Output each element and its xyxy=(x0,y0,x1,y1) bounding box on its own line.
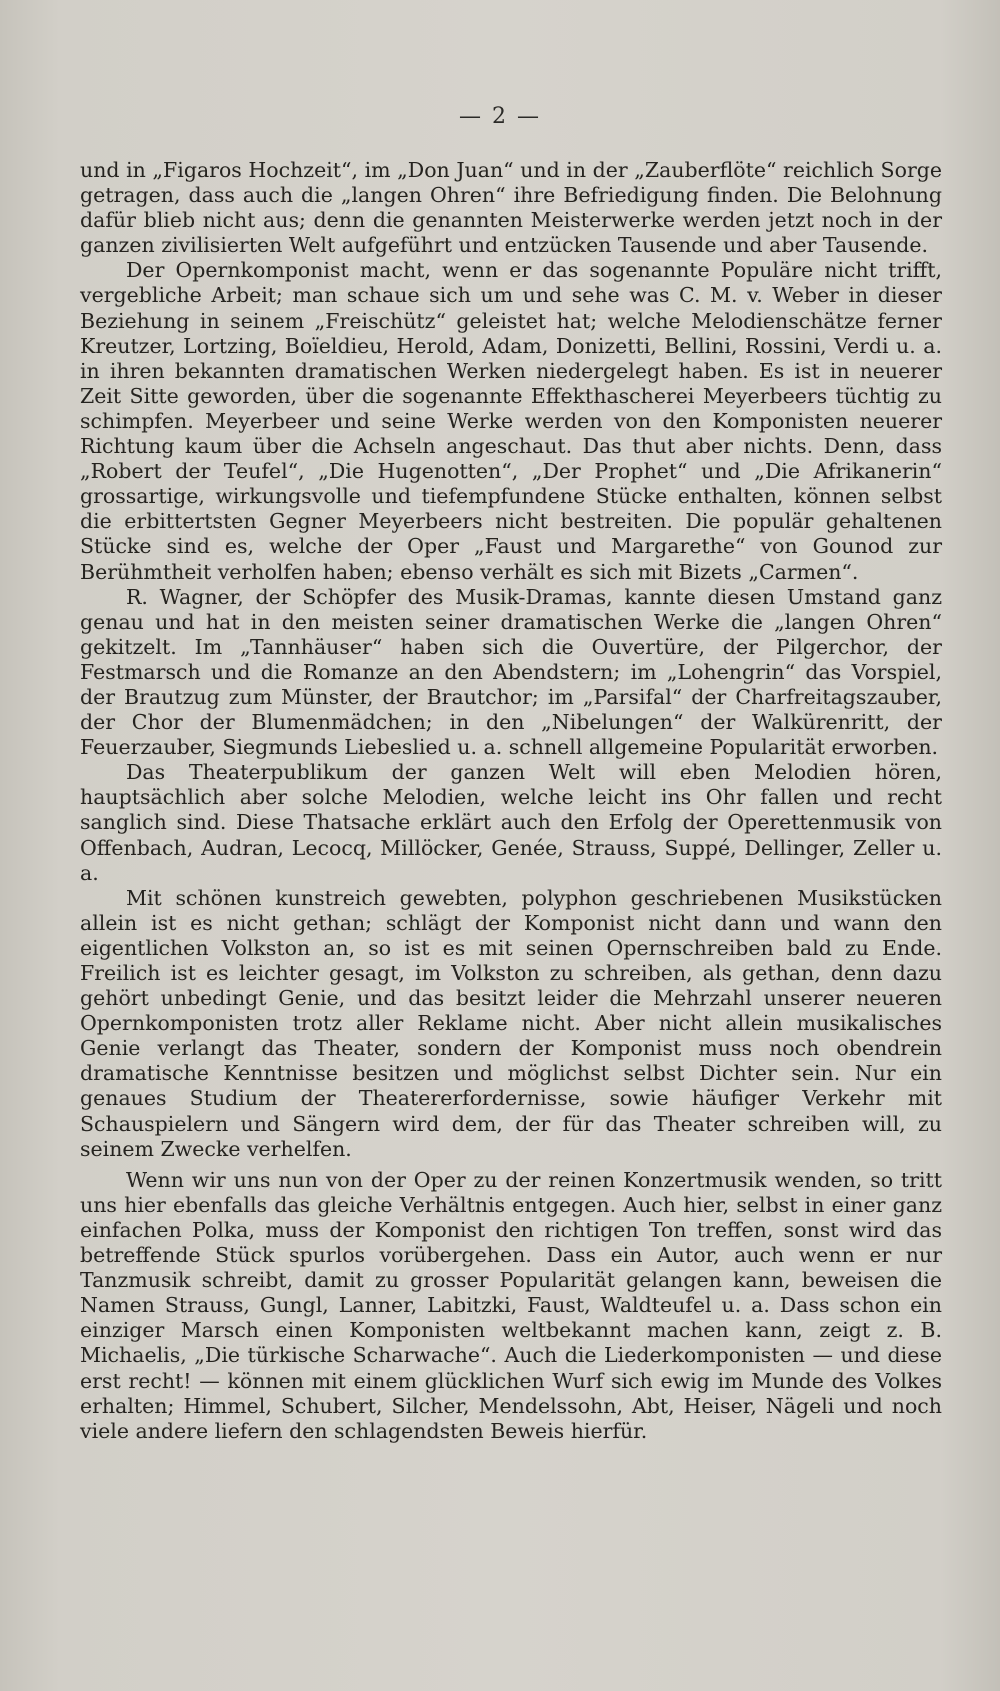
paragraph-6: Wenn wir uns nun von der Oper zu der reinen Konzertmusik wenden, so tritt uns hier ebenfalls das gleiche Verhältnis entgegen. Auch hier, selbst in einer ganz einfachen Polka, muss der Komponist den richtigen Ton treffen, sonst wird das betreffende Stück spurlos vorübergehen. Dass ein Autor, auch wenn er nur Tanzmusik schreibt, damit zu grosser Popularität gelangen kann, beweisen die Namen Strauss, Gungl, Lanner, Labitzki, Faust, Waldteufel u. a. Dass schon ein einziger Marsch einen Komponisten weltbekannt machen kann, zeigt z. B. Michaelis, „Die türkische Scharwache“. Auch die Liederkomponisten — und diese erst recht! — können mit einem glücklichen Wurf sich ewig im Munde des Volkes erhalten; Himmel, Schubert, Silcher, Mendelssohn, Abt, Heiser, Nägeli und noch viele andere liefern den schlagendsten Beweis hierfür. xyxy=(80,1167,942,1443)
paragraph-3: R. Wagner, der Schöpfer des Musik-Dramas, kannte diesen Umstand ganz genau und hat in den meisten seiner dramatischen Werke die „langen Ohren“ gekitzelt. Im „Tannhäuser“ haben sich die Ouvertüre, der Pilgerchor, der Festmarsch und die Romanze an den Abendstern; im „Lohengrin“ das Vorspiel, der Brautzug zum Münster, der Brautchor; im „Parsifal“ der Charfreitagszauber, der Chor der Blumenmädchen; in den „Nibelungen“ der Walkürenritt, der Feuerzauber, Siegmunds Liebeslied u. a. schnell allgemeine Popularität erworben. xyxy=(80,584,942,760)
paragraph-4: Das Theaterpublikum der ganzen Welt will eben Melodien hören, hauptsächlich aber solche Melodien, welche leicht ins Ohr fallen und recht sanglich sind. Diese Thatsache erklärt auch den Erfolg der Operettenmusik von Offenbach, Audran, Lecocq, Millöcker, Genée, Strauss, Suppé, Dellinger, Zeller u. a. xyxy=(80,760,942,885)
paragraph-2: Der Opernkomponist macht, wenn er das sogenannte Populäre nicht trifft, vergebliche Arbeit; man schaue sich um und sehe was C. M. v. Weber in dieser Beziehung in seinem „Freischütz“ geleistet hat; welche Melodienschätze ferner Kreutzer, Lortzing, Boïeldieu, Herold, Adam, Donizetti, Bellini, Rossini, Verdi u. a. in ihren bekannten dramatischen Werken niedergelegt haben. Es ist in neuerer Zeit Sitte geworden, über die sogenannte Effekthascherei Meyerbeers tüchtig zu schimpfen. Meyerbeer und seine Werke werden von den Komponisten neuerer Richtung kaum über die Achseln angeschaut. Das thut aber nichts. Denn, dass „Robert der Teufel“, „Die Hugenotten“, „Der Prophet“ und „Die Afrikanerin“ grossartige, wirkungsvolle und tiefempfundene Stücke enthalten, können selbst die erbittertsten Gegner Meyerbeers nicht bestreiten. Die populär gehaltenen Stücke sind es, welche der Oper „Faust und Margarethe“ von Gounod zur Berühmtheit verholfen haben; ebenso verhält es sich mit Bizets „Carmen“. xyxy=(80,258,942,584)
paragraph-1: und in „Figaros Hochzeit“, im „Don Juan“ und in der „Zauberflöte“ reichlich Sorge getragen, dass auch die „langen Ohren“ ihre Befriedigung finden. Die Belohnung dafür blieb nicht aus; denn die genannten Meisterwerke werden jetzt noch in der ganzen zivilisierten Welt aufgeführt und entzücken Tausende und aber Tausende. xyxy=(80,158,942,258)
page-number: — 2 — xyxy=(459,104,541,129)
text-body xyxy=(80,158,942,1444)
paragraph-5: Mit schönen kunstreich gewebten, polyphon geschriebenen Musikstücken allein ist es nicht gethan; schlägt der Komponist nicht dann und wann den eigentlichen Volkston an, so ist es mit seinen Opernschreiben bald zu Ende. Freilich ist es leichter gesagt, im Volkston zu schreiben, als gethan, denn dazu gehört unbedingt Genie, und das besitzt leider die Mehrzahl unserer neueren Opernkomponisten trotz aller Reklame nicht. Aber nicht allein musikalisches Genie verlangt das Theater, sondern der Komponist muss noch obendrein dramatische Kenntnisse besitzen und möglichst selbst Dichter sein. Nur ein genaues Studium der Theatererfordernisse, sowie häufiger Verkehr mit Schauspielern und Sängern wird dem, der für das Theater schreiben will, zu seinem Zwecke verhelfen. xyxy=(80,885,942,1161)
